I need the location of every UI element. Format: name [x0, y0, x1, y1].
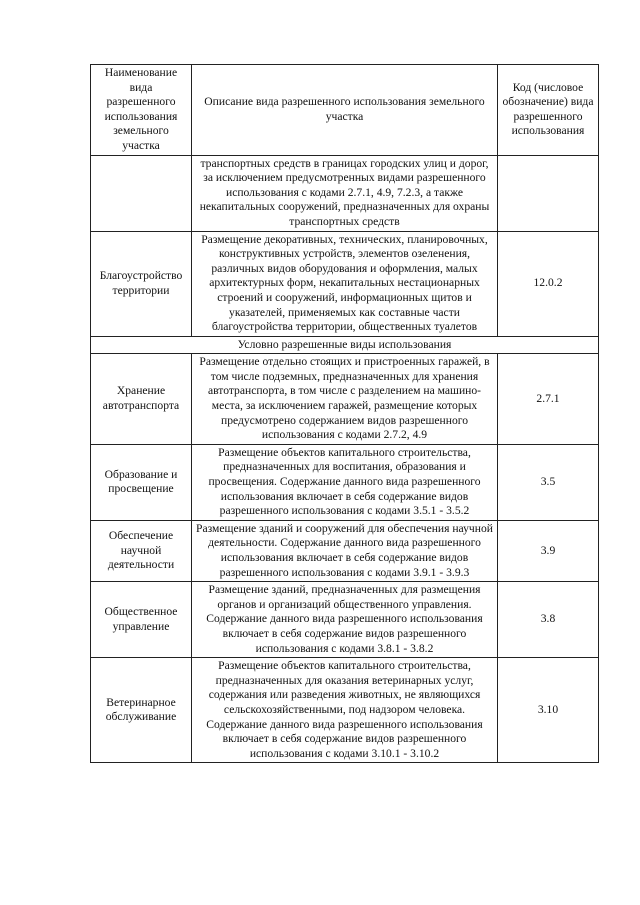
- section-row: [91, 336, 599, 354]
- cell-description: транспортных средств в границах городских улиц и дорог, за исключением предусмотренных видами разрешенного использования с кодами 2.7.1, 4.9, 7.2.3, а также некапитальных сооружений, предназначенных для охраны транспортных средств: [192, 155, 498, 231]
- header-name: Наименование вида разрешенного использования земельного участка: [91, 65, 192, 156]
- cell-code: 3.10: [498, 658, 599, 763]
- table-row: [91, 444, 599, 520]
- cell-code: 2.7.1: [498, 354, 599, 445]
- cell-description: Размещение зданий и сооружений для обеспечения научной деятельности. Содержание данного вида разрешенного использования включает в себя содержание видов разрешенного использования с кодами 3.9.1 - 3.9.3: [192, 520, 498, 581]
- table-row: [91, 354, 599, 445]
- table-row: [91, 520, 599, 581]
- header-code: Код (числовое обозначение) вида разрешенного использования: [498, 65, 599, 156]
- table-row: [91, 658, 599, 763]
- cell-name: Обеспечение научной деятельности: [91, 520, 192, 581]
- land-use-table: [90, 64, 599, 763]
- table-row: [91, 155, 599, 231]
- cell-code: [498, 155, 599, 231]
- cell-description: Размещение зданий, предназначенных для размещения органов и организаций общественного управления. Содержание данного вида разрешенного использования включает в себя содержание видов разрешенного использования с кодами 3.8.1 - 3.8.2: [192, 582, 498, 658]
- cell-code: 3.5: [498, 444, 599, 520]
- table-row: [91, 582, 599, 658]
- cell-description: Размещение объектов капитального строительства, предназначенных для воспитания, образования и просвещения. Содержание данного вида разрешенного использования включает в себя содержание видов разрешенного использования с кодами 3.5.1 - 3.5.2: [192, 444, 498, 520]
- cell-description: Размещение объектов капитального строительства, предназначенных для оказания ветеринарных услуг, содержания или разведения животных, не являющихся сельскохозяйственными, под надзором человека. Содержание данного вида разрешенного использования включает в себя содержание видов разрешенного использования с кодами 3.10.1 - 3.10.2: [192, 658, 498, 763]
- header-description: Описание вида разрешенного использования земельного участка: [192, 65, 498, 156]
- table-row: [91, 231, 599, 336]
- cell-name: Ветеринарное обслуживание: [91, 658, 192, 763]
- cell-description: Размещение декоративных, технических, планировочных, конструктивных устройств, элементов озеленения, различных видов оборудования и оформления, малых архитектурных форм, некапитальных нестационарных строений и сооружений, информационных щитов и указателей, применяемых как составные части благоустройства территории, общественных туалетов: [192, 231, 498, 336]
- cell-name: Образование и просвещение: [91, 444, 192, 520]
- cell-code: 12.0.2: [498, 231, 599, 336]
- section-title: Условно разрешенные виды использования: [91, 336, 599, 354]
- cell-name: Общественное управление: [91, 582, 192, 658]
- cell-name: Хранение автотранспорта: [91, 354, 192, 445]
- cell-name: [91, 155, 192, 231]
- cell-code: 3.8: [498, 582, 599, 658]
- table-header-row: [91, 65, 599, 156]
- cell-code: 3.9: [498, 520, 599, 581]
- cell-name: Благоустройство территории: [91, 231, 192, 336]
- cell-description: Размещение отдельно стоящих и пристроенных гаражей, в том числе подземных, предназначенных для хранения автотранспорта, в том числе с разделением на машино-места, за исключением гаражей, размещение которых предусмотрено содержанием видов разрешенного использования с кодами 2.7.2, 4.9: [192, 354, 498, 445]
